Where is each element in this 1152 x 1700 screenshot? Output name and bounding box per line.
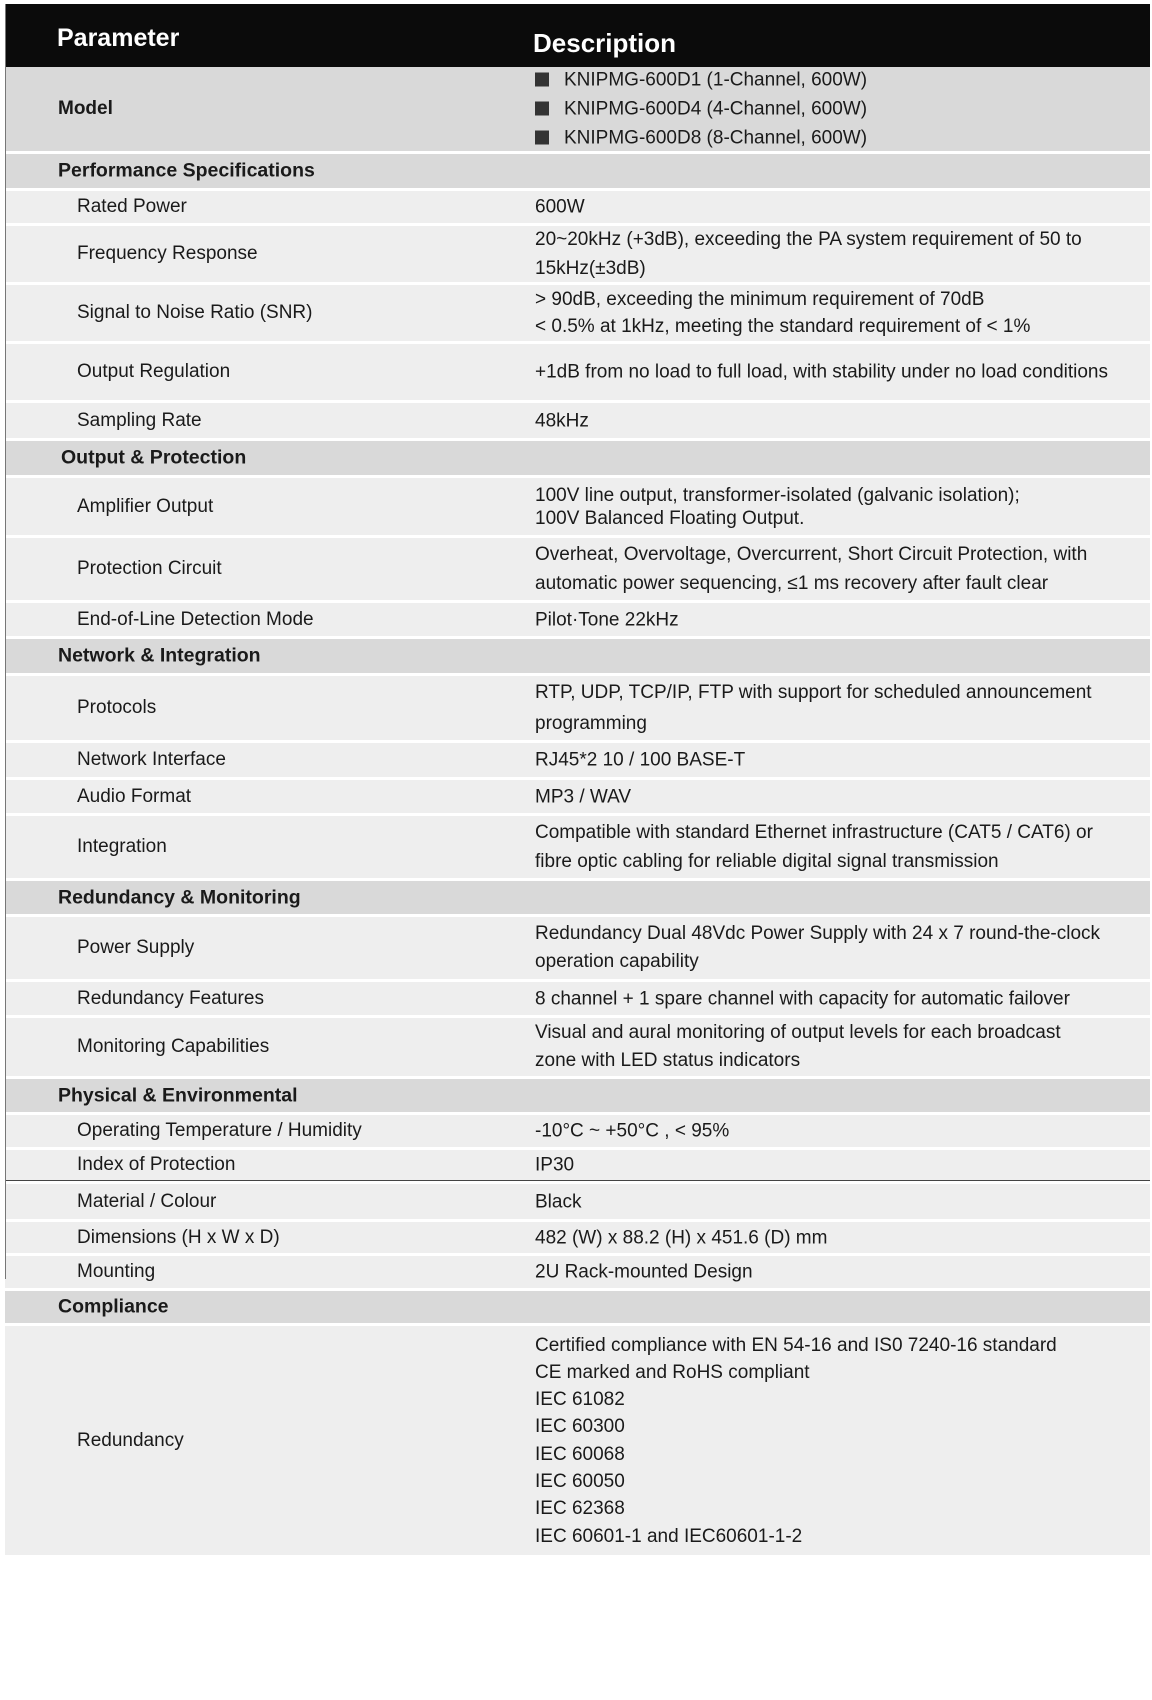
bullet-square-icon: [535, 102, 549, 116]
bullet-square-icon: [535, 73, 549, 87]
row-material: Material / Colour Black: [5, 1181, 1150, 1219]
row-integration: Integration Compatible with standard Ethernet infrastructure (CAT5 / CAT6) or fibre optic cabling for reliable digital signal transmission: [5, 813, 1150, 878]
table-header: [5, 4, 1150, 67]
table-left-border: [5, 4, 6, 1279]
row-index-of-protection: Index of Protection IP30: [5, 1147, 1150, 1181]
model-item: KNIPMG-600D1 (1-Channel, 600W): [535, 66, 1136, 95]
model-item: KNIPMG-600D8 (8-Channel, 600W): [535, 124, 1136, 153]
row-eol-detection: End-of-Line Detection Mode Pilot·Tone 22kHz: [5, 600, 1150, 636]
row-rated-power: Rated Power 600W: [5, 188, 1150, 223]
section-physical: Physical & Environmental: [5, 1076, 1150, 1112]
section-performance: Performance Specifications: [5, 151, 1150, 188]
section-output: Output & Protection: [5, 438, 1150, 475]
row-sampling-rate: Sampling Rate 48kHz: [5, 400, 1150, 438]
header-description: Description: [533, 28, 677, 58]
row-network-interface: Network Interface RJ45*2 10 / 100 BASE-T: [5, 740, 1150, 777]
row-snr: Signal to Noise Ratio (SNR) > 90dB, exceeding the minimum requirement of 70dB < 0.5% at 1kHz, meeting the standard requirement of < 1%: [5, 282, 1150, 341]
section-compliance: Compliance: [5, 1288, 1150, 1323]
row-frequency-response: Frequency Response 20~20kHz (+3dB), exceeding the PA system requirement of 50 to 15kHz(±3dB): [5, 223, 1150, 282]
spec-table: [5, 4, 1150, 1555]
row-compliance-redundancy: Redundancy Certified compliance with EN 54-16 and IS0 7240-16 standard CE marked and RoHS compliant IEC 61082 IEC 60300 IEC 60068 IEC 60050 IEC 62368 IEC 60601-1 and IEC60601-1-2: [5, 1323, 1150, 1555]
row-power-supply: Power Supply Redundancy Dual 48Vdc Power Supply with 24 x 7 round-the-clock operation capability: [5, 914, 1150, 979]
row-dimensions: Dimensions (H x W x D) 482 (W) x 88.2 (H) x 451.6 (D) mm: [5, 1219, 1150, 1253]
row-audio-format: Audio Format MP3 / WAV: [5, 777, 1150, 813]
header-parameter: Parameter: [57, 24, 180, 52]
model-item: KNIPMG-600D4 (4-Channel, 600W): [535, 95, 1136, 124]
row-output-regulation: Output Regulation +1dB from no load to full load, with stability under no load conditions: [5, 341, 1150, 400]
model-label: Model: [58, 98, 113, 119]
row-protocols: Protocols RTP, UDP, TCP/IP, FTP with support for scheduled announcement programming: [5, 673, 1150, 740]
compliance-list: Certified compliance with EN 54-16 and IS0 7240-16 standard CE marked and RoHS compliant IEC 61082 IEC 60300 IEC 60068 IEC 60050 IEC 62368 IEC 60601-1 and IEC60601-1-2: [535, 1334, 1057, 1547]
row-mounting: Mounting 2U Rack-mounted Design: [5, 1253, 1150, 1288]
section-redundancy: Redundancy & Monitoring: [5, 878, 1150, 914]
row-protection-circuit: Protection Circuit Overheat, Overvoltage, Overcurrent, Short Circuit Protection, with automatic power sequencing, ≤1 ms recovery after fault clear: [5, 535, 1150, 600]
row-monitoring: Monitoring Capabilities Visual and aural monitoring of output levels for each broadcast zone with LED status indicators: [5, 1015, 1150, 1076]
model-row: [5, 67, 1150, 151]
bullet-square-icon: [535, 131, 549, 145]
section-network: Network & Integration: [5, 636, 1150, 673]
row-redundancy-features: Redundancy Features 8 channel + 1 spare channel with capacity for automatic failover: [5, 979, 1150, 1015]
row-amplifier-output: Amplifier Output 100V line output, transformer-isolated (galvanic isolation); 100V Balanced Floating Output.: [5, 475, 1150, 535]
row-operating-temperature: Operating Temperature / Humidity -10°C ~ +50°C , < 95%: [5, 1112, 1150, 1147]
model-list: [535, 66, 1136, 153]
